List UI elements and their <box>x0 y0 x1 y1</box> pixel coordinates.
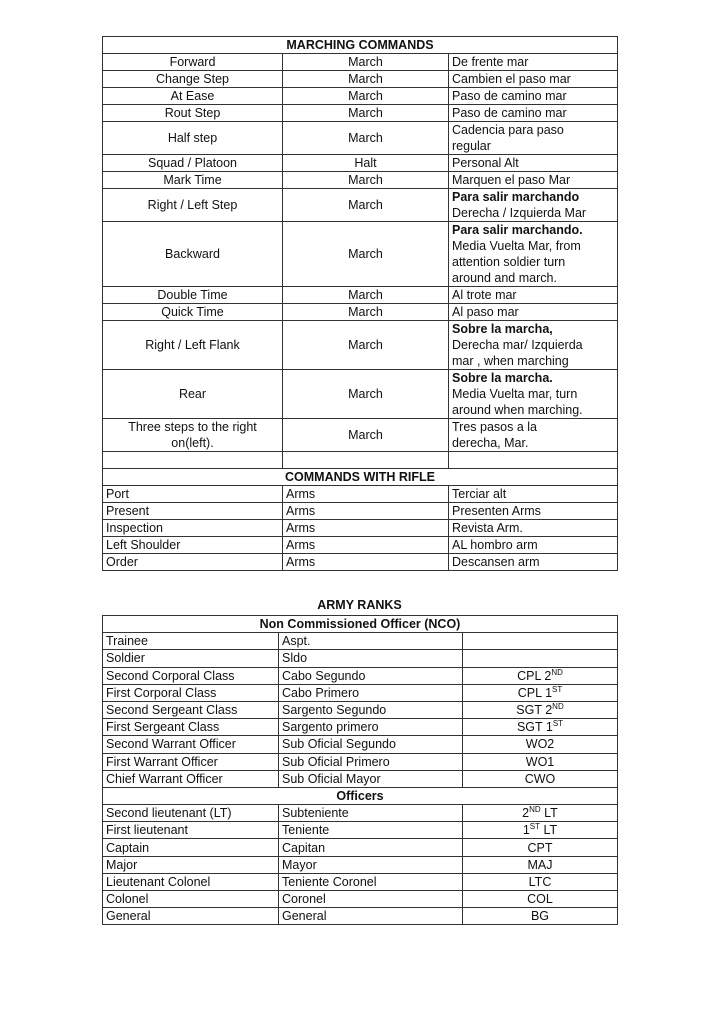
spanish-command-line: Cambien el paso mar <box>452 72 571 86</box>
execution-text: March <box>283 321 449 370</box>
marching-command-row <box>103 88 618 105</box>
marching-commands-title: MARCHING COMMANDS <box>103 37 618 54</box>
command-text: Quick Time <box>103 304 283 321</box>
command-text: Forward <box>103 54 283 71</box>
rank-abbreviation <box>463 856 618 873</box>
spanish-command <box>449 71 618 88</box>
spanish-command-line: Tres pasos a la <box>452 420 537 434</box>
spanish-command <box>449 321 618 370</box>
command-text: Right / Left Flank <box>103 321 283 370</box>
spanish-command-bold: Sobre la marcha, <box>452 322 553 336</box>
spanish-command-line: Al paso mar <box>452 305 519 319</box>
spanish-command <box>449 172 618 189</box>
rank-english: First lieutenant <box>103 822 279 839</box>
marching-command-row <box>103 419 618 452</box>
marching-command-row <box>103 189 618 222</box>
rifle-spanish-text: Descansen arm <box>449 554 618 571</box>
command-text: Squad / Platoon <box>103 155 283 172</box>
rank-abbreviation <box>463 667 618 684</box>
marching-command-row <box>103 155 618 172</box>
execution-text: March <box>283 419 449 452</box>
officer-rank-row <box>103 908 618 925</box>
spanish-command-line: Cadencia para paso <box>452 123 564 137</box>
execution-text: March <box>283 222 449 287</box>
rank-spanish: Cabo Primero <box>279 684 463 701</box>
rank-spanish: General <box>279 908 463 925</box>
rank-abbreviation <box>463 891 618 908</box>
command-text: Rout Step <box>103 105 283 122</box>
rank-abbreviation <box>463 684 618 701</box>
rifle-command-text: Inspection <box>103 520 283 537</box>
nco-rank-row <box>103 753 618 770</box>
rank-spanish: Cabo Segundo <box>279 667 463 684</box>
spanish-command-line: attention soldier turn <box>452 255 566 269</box>
rank-abbr-prefix: 1 <box>522 823 530 838</box>
execution-text: March <box>283 71 449 88</box>
rank-english: General <box>103 908 279 925</box>
officer-rank-row <box>103 856 618 873</box>
rank-english: First Warrant Officer <box>103 753 279 770</box>
command-text: At Ease <box>103 88 283 105</box>
rifle-spanish-text: Revista Arm. <box>449 520 618 537</box>
nco-rank-row <box>103 650 618 667</box>
rifle-execution-text: Arms <box>283 554 449 571</box>
officer-rank-row <box>103 839 618 856</box>
rank-english: Second Corporal Class <box>103 667 279 684</box>
rank-abbreviation <box>463 736 618 753</box>
rank-spanish: Aspt. <box>279 633 463 650</box>
rank-abbr-text: BG <box>530 909 550 924</box>
command-text: Half step <box>103 122 283 155</box>
spanish-command-line: Media Vuelta mar, turn <box>452 387 578 401</box>
officer-rank-row <box>103 822 618 839</box>
spanish-command-line: mar , when marching <box>452 354 569 368</box>
rifle-spanish-text: Terciar alt <box>449 486 618 503</box>
nco-rank-row <box>103 736 618 753</box>
command-text: Rear <box>103 370 283 419</box>
marching-command-row <box>103 71 618 88</box>
marching-command-row <box>103 122 618 155</box>
spanish-command <box>449 370 618 419</box>
rank-spanish: Teniente Coronel <box>279 873 463 890</box>
execution-text: March <box>283 304 449 321</box>
spanish-command-line: Derecha / Izquierda Mar <box>452 206 587 220</box>
rifle-command-text: Left Shoulder <box>103 537 283 554</box>
rifle-command-row <box>103 503 618 520</box>
marching-command-row <box>103 287 618 304</box>
officers-section-title: Officers <box>103 787 618 804</box>
rank-abbr-text: LTC <box>528 874 552 889</box>
spanish-command <box>449 122 618 155</box>
rank-abbr-text: WO1 <box>525 754 555 769</box>
nco-rank-row <box>103 684 618 701</box>
rank-english: Trainee <box>103 633 279 650</box>
rank-abbreviation <box>463 908 618 925</box>
rank-english: Soldier <box>103 650 279 667</box>
command-text: Three steps to the right on(left). <box>103 419 283 452</box>
spanish-command <box>449 54 618 71</box>
rifle-commands-title: COMMANDS WITH RIFLE <box>103 469 618 486</box>
rank-abbr-text: MAJ <box>527 857 553 872</box>
rifle-command-row <box>103 537 618 554</box>
blank-cell <box>103 452 283 469</box>
nco-rank-row <box>103 633 618 650</box>
rank-abbr-text: CPT <box>527 840 553 855</box>
rank-spanish: Sargento primero <box>279 719 463 736</box>
spanish-command-bold: Para salir marchando. <box>452 223 583 237</box>
rank-abbreviation <box>463 719 618 736</box>
rank-english: Captain <box>103 839 279 856</box>
rank-spanish: Coronel <box>279 891 463 908</box>
rank-abbr-prefix: 2 <box>522 806 530 821</box>
rank-abbr-text: CPL 1 <box>517 685 553 700</box>
rank-abbr-superscript: ND <box>529 805 541 814</box>
rank-english: Chief Warrant Officer <box>103 770 279 787</box>
rank-abbr-text: COL <box>527 892 553 907</box>
rank-abbr-superscript: ND <box>552 701 564 711</box>
rank-spanish: Capitan <box>279 839 463 856</box>
rank-abbr-text: SGT 1 <box>516 720 553 735</box>
spanish-command-line: De frente mar <box>452 55 529 69</box>
spanish-command <box>449 105 618 122</box>
rank-abbreviation <box>463 650 618 667</box>
rank-english: First Sergeant Class <box>103 719 279 736</box>
spanish-command-line: Al trote mar <box>452 288 517 302</box>
spanish-command-line: derecha, Mar. <box>452 436 529 450</box>
rank-spanish: Mayor <box>279 856 463 873</box>
blank-cell <box>449 452 618 469</box>
rifle-execution-text: Arms <box>283 537 449 554</box>
nco-section-title: Non Commissioned Officer (NCO) <box>103 616 618 633</box>
spanish-command-line: around and march. <box>452 271 557 285</box>
rank-spanish: Sargento Segundo <box>279 701 463 718</box>
spanish-command <box>449 304 618 321</box>
rank-abbr-superscript: ST <box>529 822 541 832</box>
rank-abbreviation <box>463 805 618 822</box>
rank-spanish: Subteniente <box>279 805 463 822</box>
execution-text: March <box>283 105 449 122</box>
execution-text: March <box>283 122 449 155</box>
nco-rank-row <box>103 667 618 684</box>
spanish-command <box>449 189 618 222</box>
nco-rank-row <box>103 770 618 787</box>
rifle-command-row <box>103 486 618 503</box>
marching-command-row <box>103 222 618 287</box>
execution-text: March <box>283 370 449 419</box>
rank-abbr-text: SGT 2 <box>516 703 553 718</box>
spanish-command-line: Marquen el paso Mar <box>452 173 571 187</box>
rifle-spanish-text: Presenten Arms <box>449 503 618 520</box>
marching-commands-body <box>103 37 618 571</box>
marching-command-row <box>103 172 618 189</box>
spanish-command-line: regular <box>452 139 491 153</box>
rank-english: Second lieutenant (LT) <box>103 805 279 822</box>
officer-rank-row <box>103 805 618 822</box>
marching-command-row <box>103 54 618 71</box>
army-ranks-table <box>102 615 618 925</box>
rank-spanish: Sub Oficial Primero <box>279 753 463 770</box>
spanish-command <box>449 222 618 287</box>
rank-english: Second Warrant Officer <box>103 736 279 753</box>
spanish-command-line: Derecha mar/ Izquierda <box>452 338 583 352</box>
marching-command-row <box>103 304 618 321</box>
execution-text: March <box>283 172 449 189</box>
execution-text: March <box>283 88 449 105</box>
rank-abbreviation <box>463 770 618 787</box>
rank-spanish: Sldo <box>279 650 463 667</box>
execution-text: March <box>283 287 449 304</box>
army-ranks-body <box>103 616 618 925</box>
spanish-command <box>449 88 618 105</box>
officer-rank-row <box>103 891 618 908</box>
marching-command-row <box>103 321 618 370</box>
spanish-command-line: around when marching. <box>452 403 583 417</box>
rank-abbreviation <box>463 701 618 718</box>
rifle-command-text: Order <box>103 554 283 571</box>
marching-command-row <box>103 105 618 122</box>
rank-spanish: Teniente <box>279 822 463 839</box>
rank-abbreviation <box>463 753 618 770</box>
rank-english: Major <box>103 856 279 873</box>
command-text: Backward <box>103 222 283 287</box>
spanish-command-line: Personal Alt <box>452 156 519 170</box>
rifle-execution-text: Arms <box>283 503 449 520</box>
spanish-command-bold: Para salir marchando <box>452 190 580 204</box>
army-ranks-title: ARMY RANKS <box>317 598 402 612</box>
spanish-command <box>449 155 618 172</box>
execution-text: March <box>283 189 449 222</box>
rank-english: Second Sergeant Class <box>103 701 279 718</box>
rank-abbr-superscript: ST <box>552 684 563 694</box>
rank-abbr-text: CWO <box>524 771 556 786</box>
rifle-execution-text: Arms <box>283 486 449 503</box>
blank-cell <box>283 452 449 469</box>
spanish-command <box>449 419 618 452</box>
rifle-command-text: Port <box>103 486 283 503</box>
nco-rank-row <box>103 719 618 736</box>
execution-text: March <box>283 54 449 71</box>
spanish-command-line: Media Vuelta Mar, from <box>452 239 581 253</box>
spanish-command-line: Paso de camino mar <box>452 89 567 103</box>
rank-abbr-superscript: ND <box>551 667 563 677</box>
rifle-execution-text: Arms <box>283 520 449 537</box>
rank-abbr-text: CPL 2 <box>517 668 552 683</box>
rank-abbr-text: LT <box>540 823 558 838</box>
spanish-command-bold: Sobre la marcha. <box>452 371 553 385</box>
rifle-spanish-text: AL hombro arm <box>449 537 618 554</box>
blank-row <box>103 452 618 469</box>
rank-abbr-superscript: ST <box>552 719 564 729</box>
rank-abbreviation <box>463 839 618 856</box>
execution-text: Halt <box>283 155 449 172</box>
rifle-command-row <box>103 520 618 537</box>
rifle-title-row <box>103 469 618 486</box>
rank-english: First Corporal Class <box>103 684 279 701</box>
rank-spanish: Sub Oficial Segundo <box>279 736 463 753</box>
command-text: Right / Left Step <box>103 189 283 222</box>
rank-abbr-text: WO2 <box>525 737 555 752</box>
rank-english: Colonel <box>103 891 279 908</box>
rank-abbr-text: LT <box>540 806 558 821</box>
rank-abbreviation <box>463 822 618 839</box>
command-text: Double Time <box>103 287 283 304</box>
rifle-command-row <box>103 554 618 571</box>
rank-abbreviation <box>463 633 618 650</box>
marching-command-row <box>103 370 618 419</box>
rank-spanish: Sub Oficial Mayor <box>279 770 463 787</box>
spanish-command <box>449 287 618 304</box>
rifle-command-text: Present <box>103 503 283 520</box>
rank-abbreviation <box>463 873 618 890</box>
marching-commands-table <box>102 36 618 571</box>
command-text: Change Step <box>103 71 283 88</box>
nco-rank-row <box>103 701 618 718</box>
officers-title-row <box>103 787 618 804</box>
command-text: Mark Time <box>103 172 283 189</box>
officer-rank-row <box>103 873 618 890</box>
spanish-command-line: Paso de camino mar <box>452 106 567 120</box>
rank-english: Lieutenant Colonel <box>103 873 279 890</box>
